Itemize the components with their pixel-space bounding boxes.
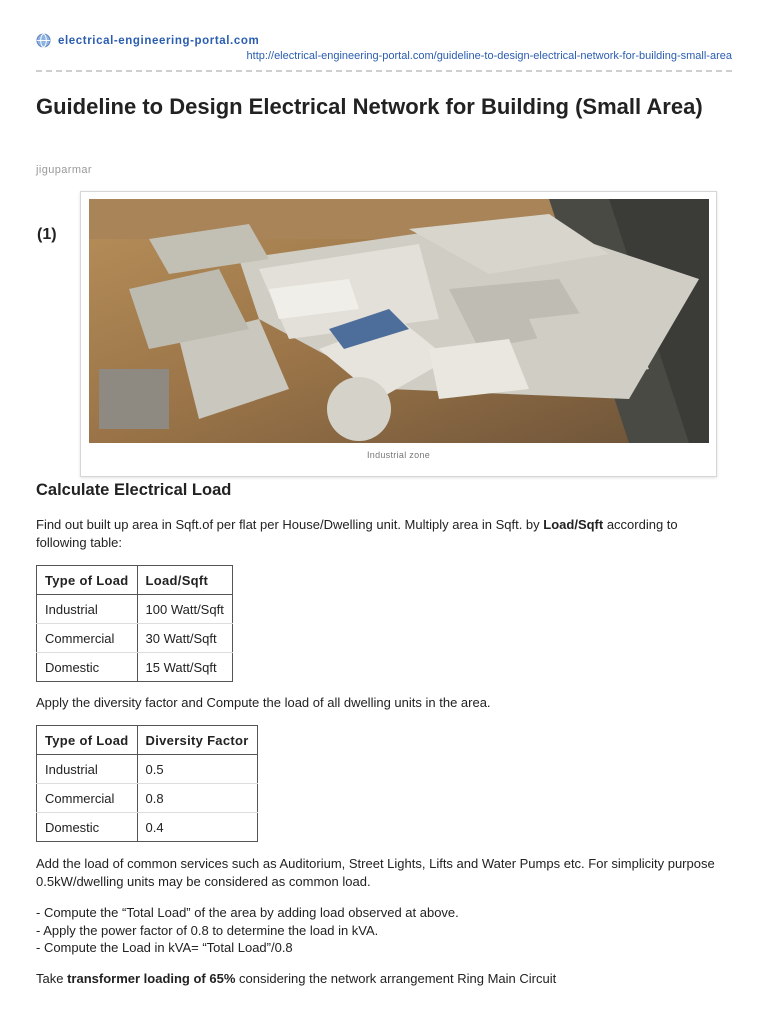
figure-caption: Industrial zone xyxy=(366,450,431,460)
table-header-cell: Load/Sqft xyxy=(137,566,232,595)
table-cell: 0.8 xyxy=(137,784,257,813)
header-divider xyxy=(36,70,732,72)
table-cell: Industrial xyxy=(37,595,138,624)
industrial-zone-image xyxy=(89,199,709,443)
site-name-link[interactable]: electrical-engineering-portal.com xyxy=(58,34,260,47)
table-cell: Domestic xyxy=(37,653,138,682)
table-row xyxy=(37,624,233,653)
globe-icon xyxy=(36,33,51,48)
table-row xyxy=(37,813,258,842)
table-row xyxy=(37,755,258,784)
table-header-row xyxy=(37,726,258,755)
table-row xyxy=(37,784,258,813)
table-cell: 0.4 xyxy=(137,813,257,842)
diversity-table xyxy=(36,725,258,842)
list-item: - Compute the “Total Load” of the area by adding load observed at above. xyxy=(36,905,459,920)
table-cell: 100 Watt/Sqft xyxy=(137,595,232,624)
table-cell: Commercial xyxy=(37,784,138,813)
author-name: jiguparmar xyxy=(36,164,92,176)
intro-text-after: according to following table: xyxy=(36,517,678,550)
diversity-intro: Apply the diversity factor and Compute the load of all dwelling units in the area. xyxy=(36,695,491,710)
figure-number: (1) xyxy=(37,226,57,243)
transformer-text-after: considering the network arrangement Ring Main Circuit xyxy=(235,971,557,986)
article-url-link[interactable]: http://electrical-engineering-portal.com/guideline-to-design-electrical-network-for-building-small-area xyxy=(246,50,732,62)
common-services-paragraph: Add the load of common services such as Auditorium, Street Lights, Lifts and Water Pumps etc. For simplicity purpose 0.5kW/dwelling units may be considered as common load. xyxy=(36,856,715,889)
table-row xyxy=(37,595,233,624)
list-item: - Apply the power factor of 0.8 to determine the load in kVA. xyxy=(36,922,379,938)
table-cell: 0.5 xyxy=(137,755,257,784)
intro-text-before: Find out built up area in Sqft.of per flat per House/Dwelling unit. Multiply area in Sqft. by xyxy=(36,517,544,532)
intro-paragraph xyxy=(36,516,726,552)
table-header-cell: Type of Load xyxy=(37,726,138,755)
transformer-paragraph xyxy=(36,970,726,988)
table-header-cell: Type of Load xyxy=(37,566,138,595)
transformer-bold-term: transformer loading of 65% xyxy=(67,971,236,986)
article-title: Guideline to Design Electrical Network for Building (Small Area) xyxy=(36,94,703,119)
table-cell: 30 Watt/Sqft xyxy=(137,624,232,653)
table-cell: Industrial xyxy=(37,755,138,784)
table-cell: 15 Watt/Sqft xyxy=(137,653,232,682)
table-cell: Commercial xyxy=(37,624,138,653)
table-row xyxy=(37,653,233,682)
section-heading: Calculate Electrical Load xyxy=(36,481,232,499)
load-table xyxy=(36,565,233,682)
table-cell: Domestic xyxy=(37,813,138,842)
table-header-cell: Diversity Factor xyxy=(137,726,257,755)
site-header xyxy=(36,33,732,62)
steps-list xyxy=(36,904,459,957)
table-header-row xyxy=(37,566,233,595)
figure-frame xyxy=(80,191,717,477)
intro-bold-term: Load/Sqft xyxy=(543,517,604,532)
list-item: - Compute the Load in kVA= “Total Load”/0.8 xyxy=(36,940,293,955)
transformer-text-before: Take xyxy=(36,971,68,986)
